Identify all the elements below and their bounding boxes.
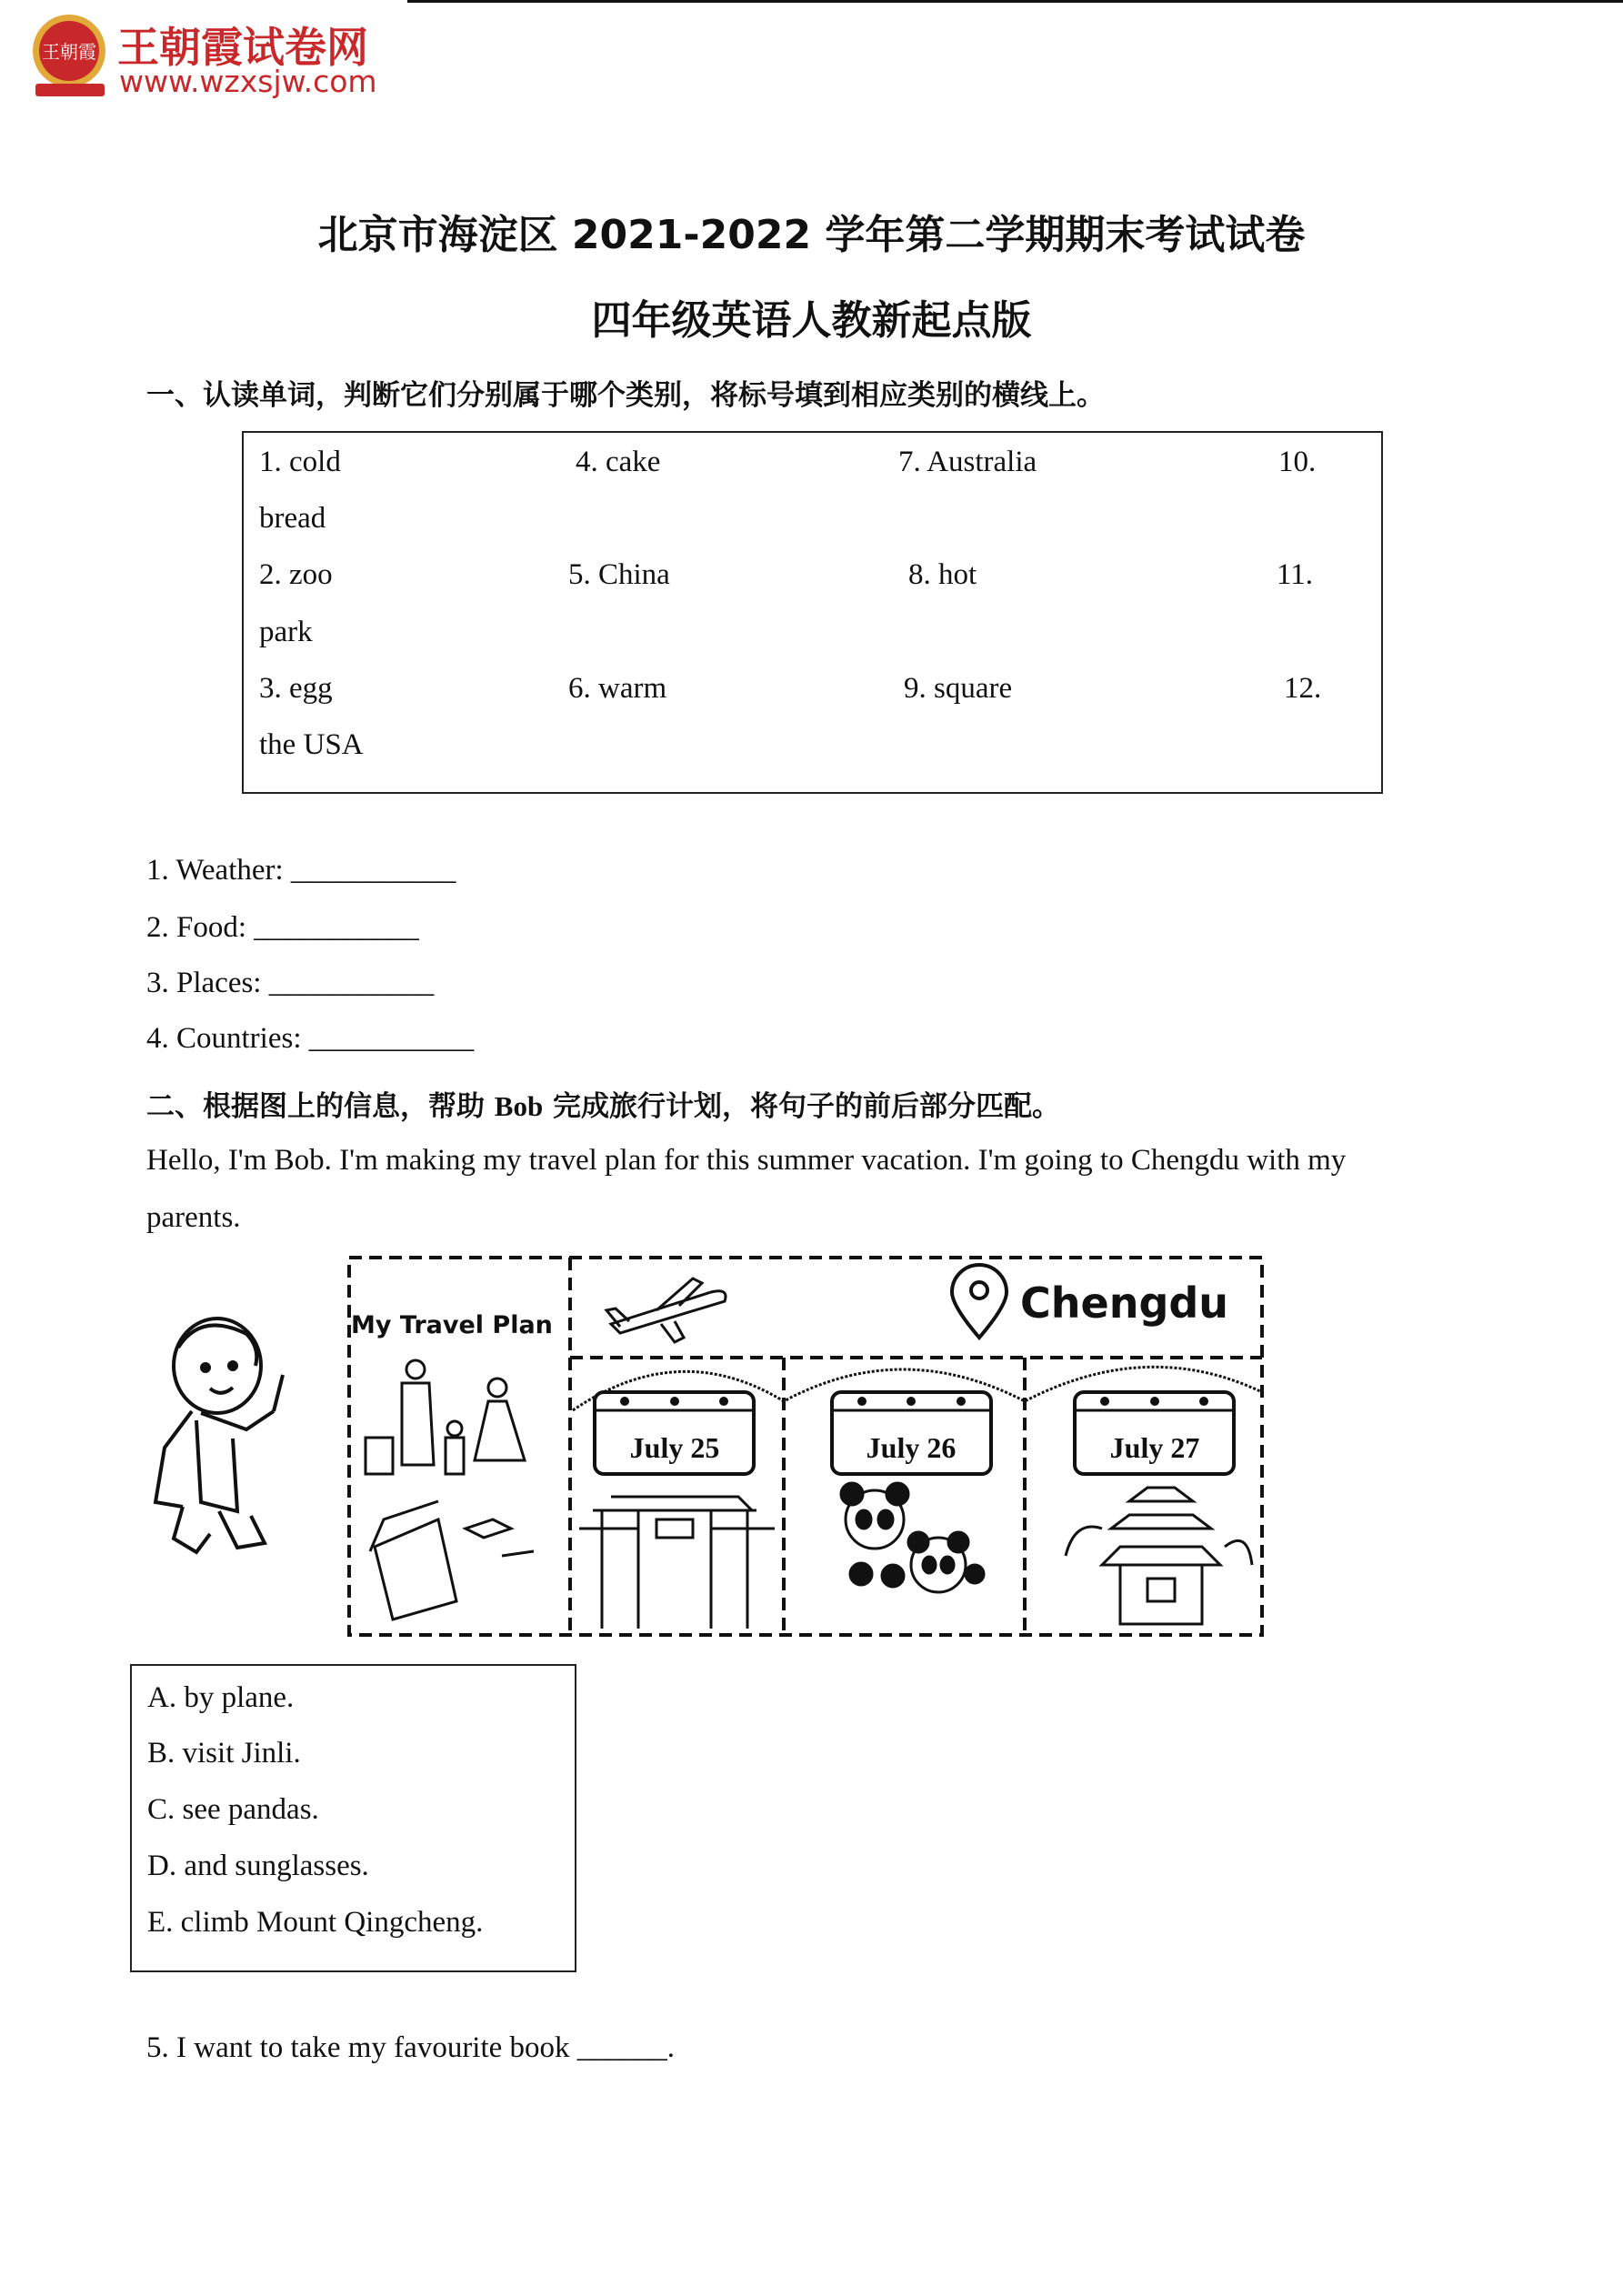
- category-countries[interactable]: 4. Countries: ___________: [146, 1022, 475, 1055]
- top-rule: [407, 0, 1623, 3]
- airplane-icon: [606, 1278, 726, 1342]
- word: the USA: [259, 728, 364, 761]
- heading-text: 完成旅行计划，将句子的前后部分匹配。: [543, 1090, 1061, 1123]
- heading-bold: Bob: [494, 1090, 544, 1122]
- logo-name: 王朝霞试卷网: [117, 23, 368, 72]
- section1-heading: 一、认读单词，判断它们分别属于哪个类别，将标号填到相应类别的横线上。: [146, 379, 1105, 412]
- page-title: 北京市海淀区 2021-2022 学年第二学期期末考试试卷: [317, 212, 1306, 258]
- word: 7. Australia: [898, 446, 1037, 478]
- category-places[interactable]: 3. Places: ___________: [146, 967, 435, 999]
- option-a: A. by plane.: [147, 1681, 295, 1714]
- section2-heading: [146, 1083, 1060, 1124]
- word: 3. egg: [259, 672, 333, 705]
- logo-emblem-icon: [26, 7, 117, 104]
- option-b: B. visit Jinli.: [147, 1737, 301, 1770]
- travel-plan-illustration: [347, 1256, 1266, 1638]
- intro-text: Hello, I'm Bob. I'm making my travel plan for this summer vacation. I'm going to Chengdu with my: [146, 1144, 1347, 1177]
- option-e: E. climb Mount Qingcheng.: [147, 1906, 484, 1939]
- word: 12.: [1284, 672, 1322, 705]
- word: bread: [259, 502, 326, 535]
- option-d: D. and sunglasses.: [147, 1850, 369, 1882]
- temple-icon: [1066, 1488, 1252, 1624]
- page-subtitle: 四年级英语人教新起点版: [591, 297, 1032, 344]
- word: 2. zoo: [259, 558, 333, 591]
- svg-text:王朝霞: 王朝霞: [42, 41, 96, 63]
- pandas-icon: [841, 1483, 984, 1592]
- location-pin-icon: [952, 1265, 1007, 1338]
- category-food[interactable]: 2. Food: ___________: [146, 911, 419, 944]
- word: 1. cold: [259, 446, 341, 478]
- date-july-25: July 25: [629, 1431, 720, 1464]
- logo-url: www.wzxsjw.com: [119, 64, 377, 99]
- word: 10.: [1278, 446, 1317, 478]
- intro-text: parents.: [146, 1201, 241, 1234]
- plan-title: My Travel Plan: [351, 1311, 553, 1339]
- question-5[interactable]: 5. I want to take my favourite book ______.: [146, 2031, 676, 2064]
- heading-text: 二、根据图上的信息，帮助: [146, 1090, 495, 1123]
- city-name: Chengdu: [1020, 1278, 1229, 1328]
- option-c: C. see pandas.: [147, 1793, 319, 1826]
- boy-illustration: [146, 1311, 296, 1570]
- word: 6. warm: [568, 672, 667, 705]
- word-table: [242, 431, 1383, 794]
- category-weather[interactable]: 1. Weather: ___________: [146, 854, 456, 887]
- suitcase-icon: [370, 1501, 534, 1619]
- date-july-26: July 26: [866, 1431, 957, 1464]
- word: park: [259, 616, 313, 648]
- word: 9. square: [904, 672, 1013, 705]
- word: 11.: [1277, 558, 1314, 591]
- logo: [26, 7, 390, 104]
- family-icon: [366, 1360, 525, 1474]
- word: 5. China: [568, 558, 670, 591]
- word: 8. hot: [908, 558, 977, 591]
- jinli-gate-icon: [579, 1497, 775, 1629]
- date-july-27: July 27: [1109, 1431, 1200, 1464]
- word: 4. cake: [576, 446, 661, 478]
